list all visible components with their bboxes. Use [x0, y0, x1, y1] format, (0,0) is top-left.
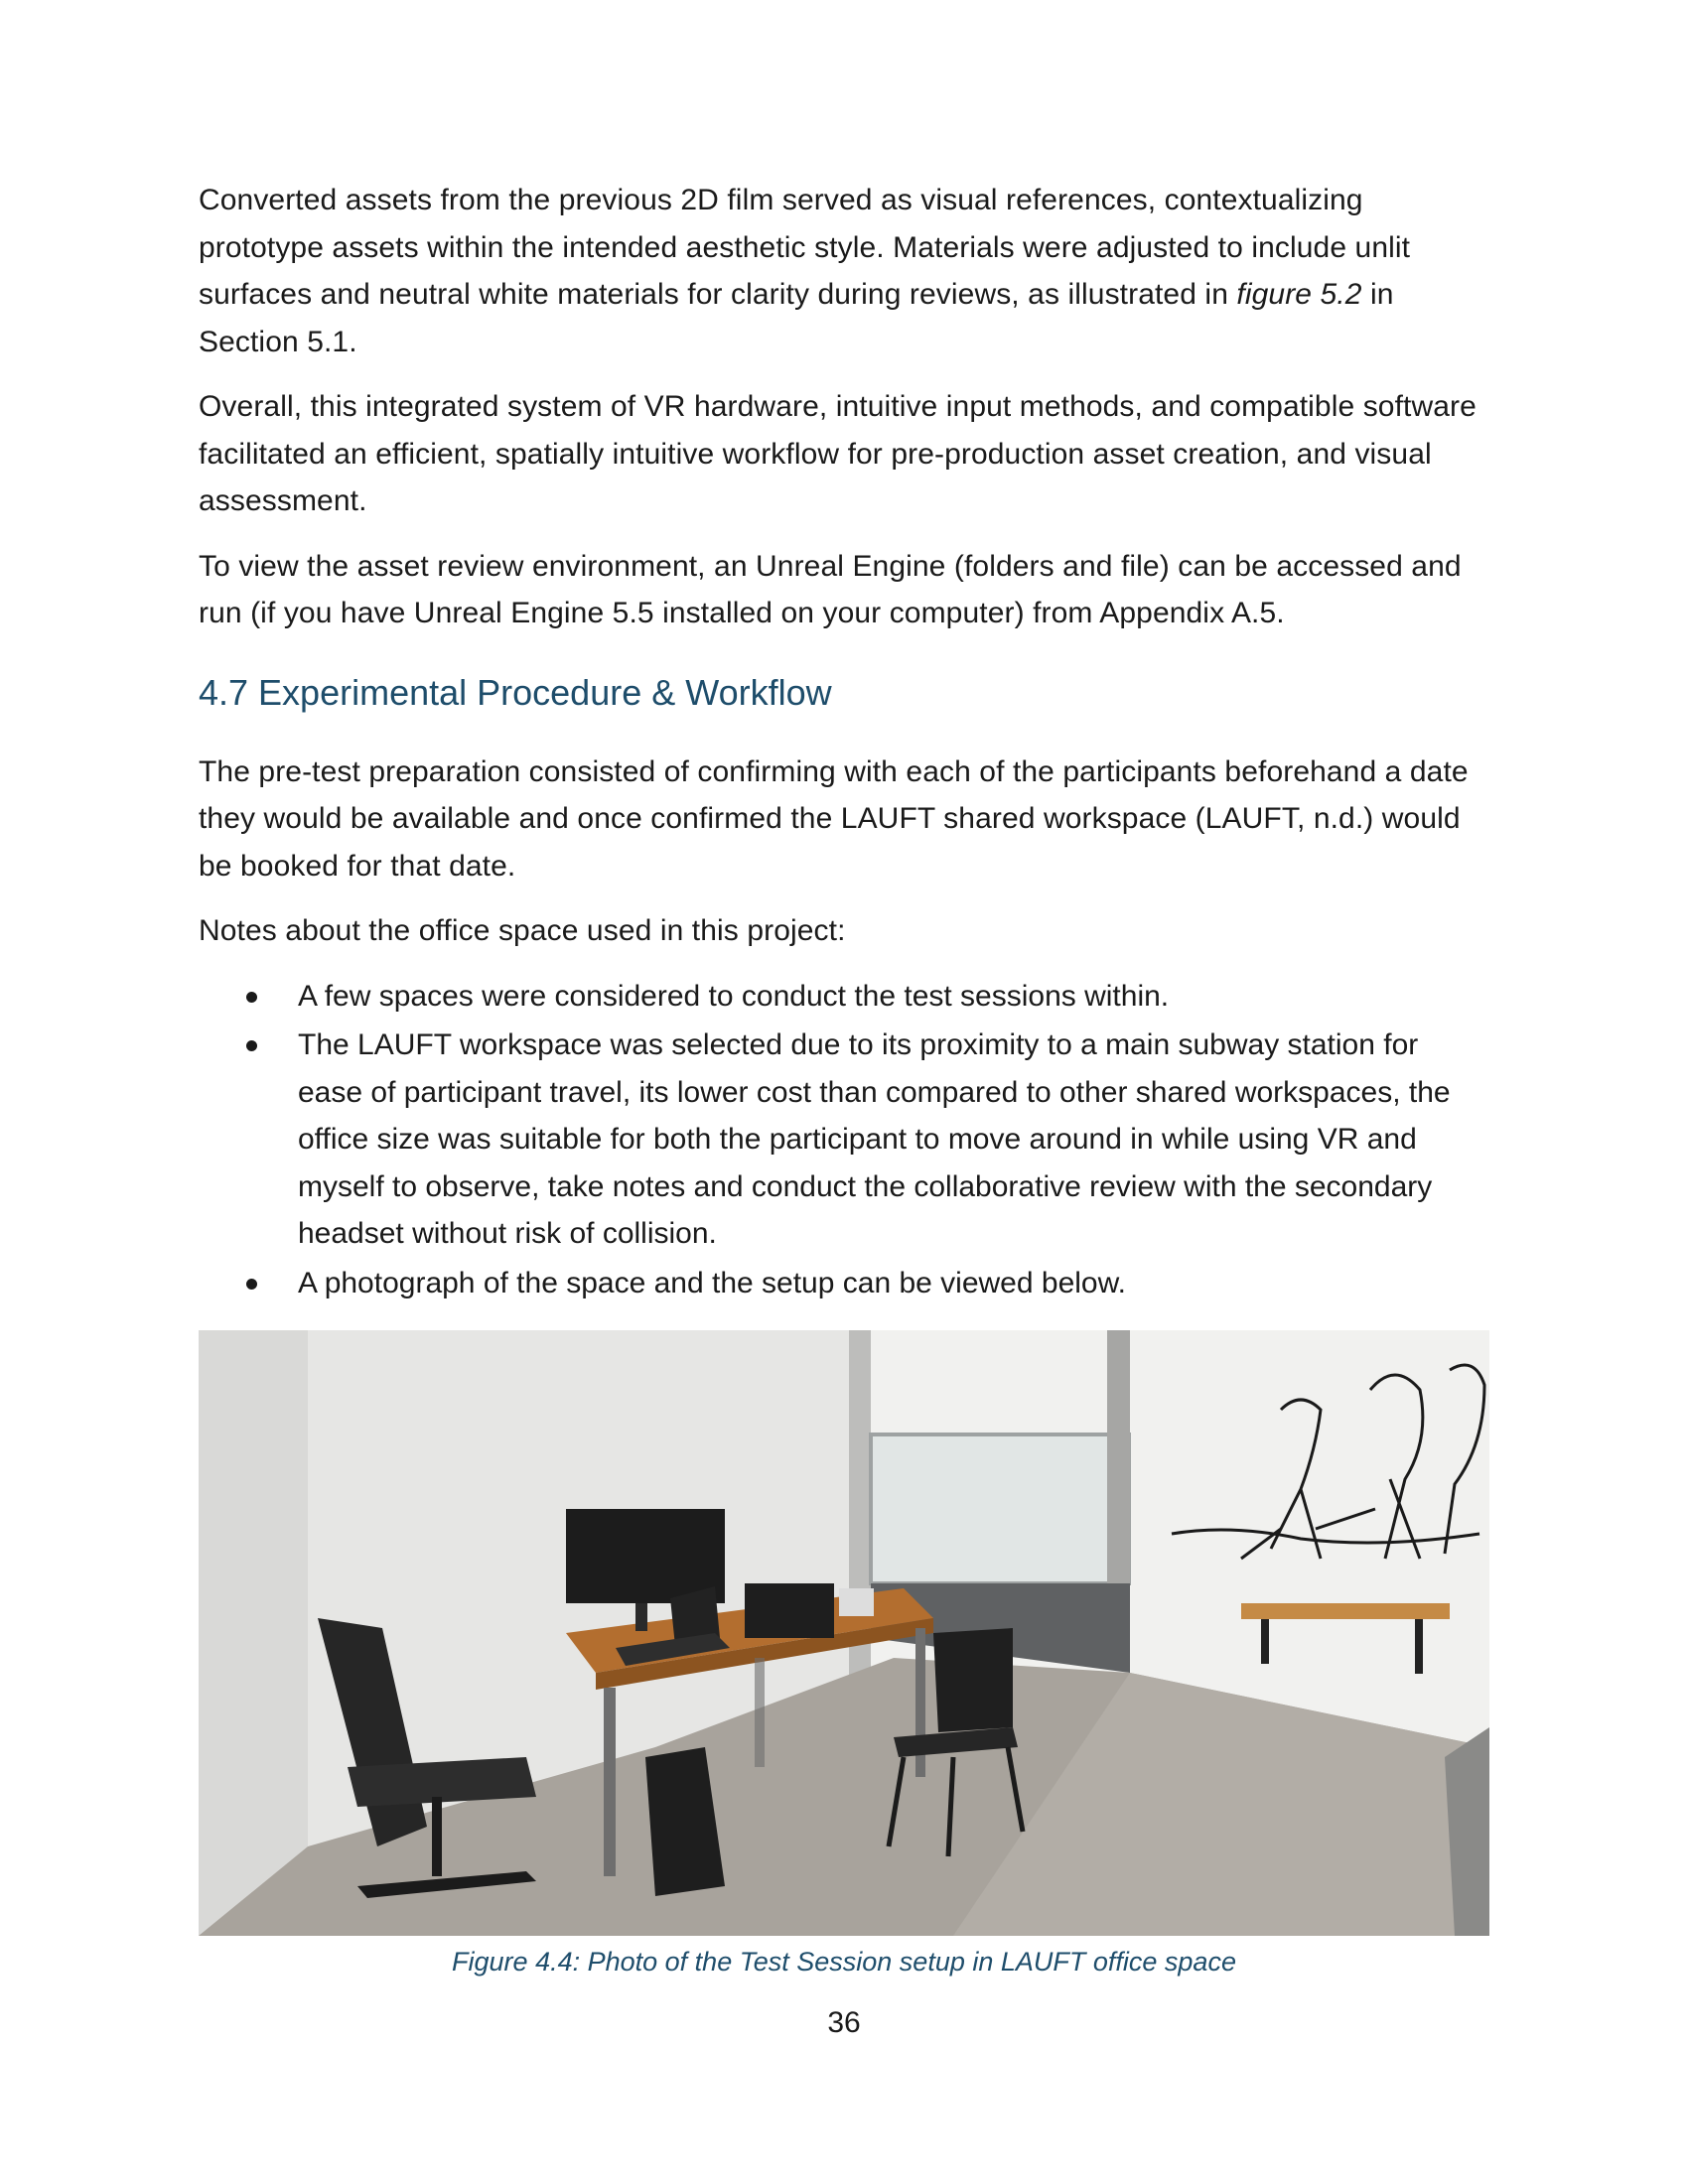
list-item: [199, 1022, 1489, 1258]
list-item: [199, 973, 1489, 1021]
bullet-icon: [246, 1279, 257, 1290]
page-body: [199, 177, 1489, 1308]
list-item-text: A photograph of the space and the setup can be viewed below.: [298, 1266, 1126, 1299]
figure-caption: Figure 4.4: Photo of the Test Session setup in LAUFT office space: [452, 1947, 1236, 1977]
bullet-list: [199, 973, 1489, 1307]
paragraph-unreal-engine: To view the asset review environment, an Unreal Engine (folders and file) can be accessed and run (if you have Unreal Engine 5.5 installed on your computer) from Appendix A.5.: [199, 549, 1462, 629]
bullet-icon: [246, 1040, 257, 1051]
paragraph-notes-intro: Notes about the office space used in this project:: [199, 914, 846, 947]
paragraph-overall: Overall, this integrated system of VR hardware, intuitive input methods, and compatible software facilitated an efficient, spatially intuitive workflow for pre-production asset creation, and visual assessment.: [199, 390, 1477, 517]
office-photo-illustration: [199, 1330, 1489, 1936]
paragraph-converted-assets: [199, 177, 1489, 365]
list-item-text: A few spaces were considered to conduct the test sessions within.: [298, 979, 1170, 1013]
paragraph-text: Converted assets from the previous 2D film served as visual references, contextualizing prototype assets within the intended aesthetic style. Materials were adjusted to include unlit surfaces and neutral white materials for clarity during reviews, as illustrated in: [199, 184, 1411, 311]
office-photo: [199, 1330, 1489, 1936]
list-item: [199, 1260, 1489, 1307]
bullet-icon: [246, 992, 257, 1003]
paragraph-pre-test: The pre-test preparation consisted of confirming with each of the participants beforehand a date they would be available and once confirmed the LAUFT shared workspace (LAUFT, n.d.) would be booked for that date.: [199, 754, 1469, 883]
figure-reference: figure 5.2: [1236, 278, 1362, 311]
paragraph-text: in Section 5.1.: [199, 278, 1394, 358]
list-item-text: The LAUFT workspace was selected due to its proximity to a main subway station for ease of participant travel, its lower cost than compared to other shared workspaces, the office size was suitable for both the participant to move around in while using VR and myself to observe, take notes and conduct the collaborative review with the secondary headset without risk of collision.: [298, 1028, 1451, 1250]
section-heading: 4.7 Experimental Procedure & Workflow: [199, 671, 832, 713]
page-number: 36: [827, 2006, 861, 2039]
